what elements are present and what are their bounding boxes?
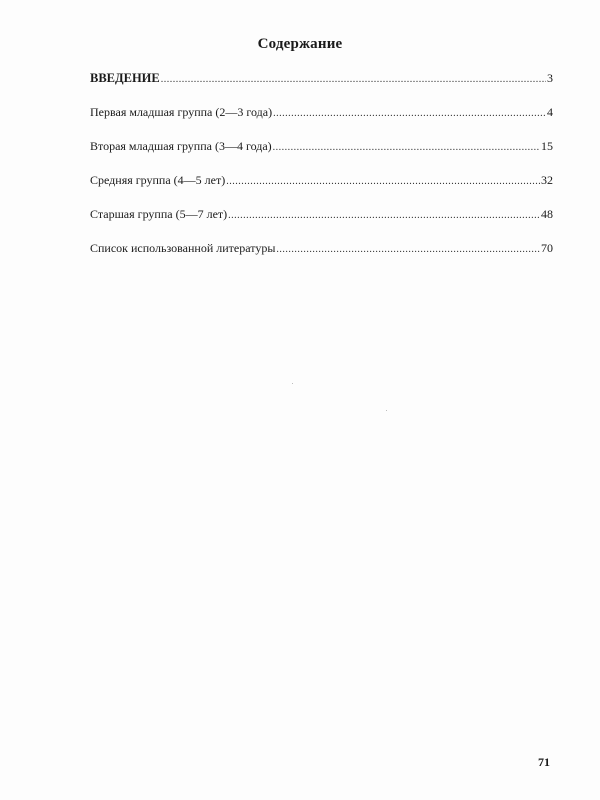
toc-entry-introduction: [90, 71, 553, 105]
table-of-contents: [90, 71, 553, 275]
toc-dot-leader: [273, 142, 540, 153]
page-title: Содержание: [257, 36, 343, 52]
scan-speck: [292, 383, 293, 384]
toc-entry-label: ВВЕДЕНИЕ: [90, 71, 160, 85]
toc-entry-senior-group: [90, 207, 553, 241]
toc-entry-label: Средняя группа (4—5 лет): [90, 173, 226, 187]
toc-entry-first-junior-group: [90, 105, 553, 139]
toc-entry-page: 4: [547, 105, 553, 119]
page-number: 71: [538, 755, 550, 769]
toc-dot-leader: [228, 210, 540, 221]
toc-entry-label: Старшая группа (5—7 лет): [90, 207, 228, 221]
toc-entry-label: Вторая младшая группа (3—4 года): [90, 139, 272, 153]
toc-entry-label: Первая младшая группа (2—3 года): [90, 105, 273, 119]
toc-dot-leader: [276, 244, 540, 255]
toc-entry-page: 48: [541, 207, 553, 221]
toc-dot-leader: [273, 108, 546, 119]
toc-entry-label: Список использованной литературы: [90, 241, 276, 255]
toc-dot-leader: [161, 74, 546, 85]
scan-speck: [386, 410, 387, 411]
toc-entry-page: 70: [541, 241, 553, 255]
toc-entry-middle-group: [90, 173, 553, 207]
toc-dot-leader: [226, 176, 540, 187]
toc-entry-bibliography: [90, 241, 553, 275]
toc-entry-page: 32: [541, 173, 553, 187]
toc-entry-second-junior-group: [90, 139, 553, 173]
toc-entry-page: 3: [547, 71, 553, 85]
toc-entry-page: 15: [541, 139, 553, 153]
